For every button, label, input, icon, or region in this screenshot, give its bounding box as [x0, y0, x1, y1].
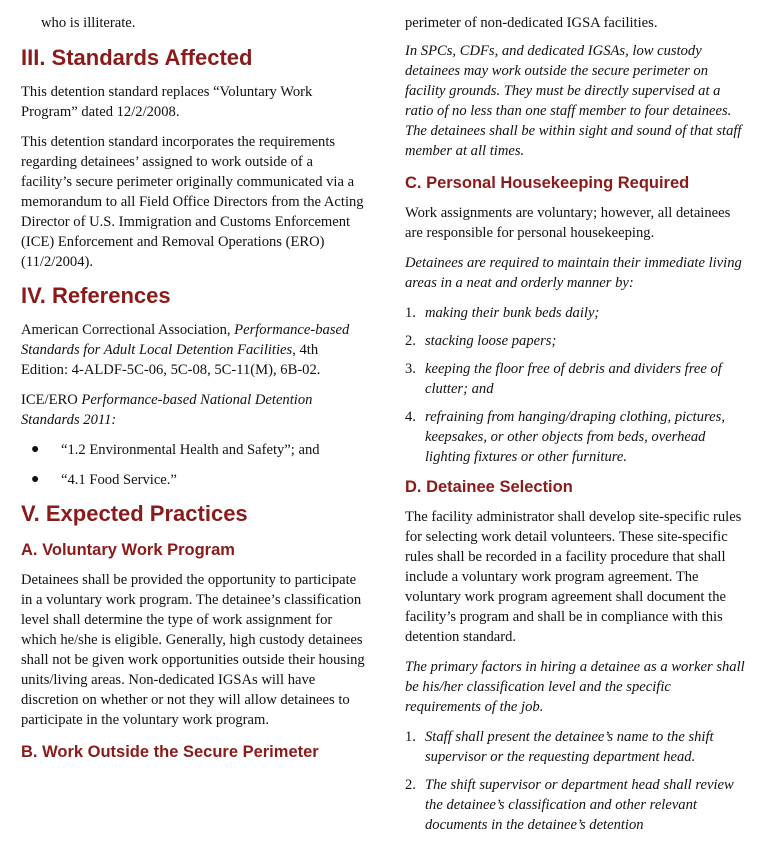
subsection-d-paragraph-2: The primary factors in hiring a detainee as a worker shall be his/her classification level and the specific requirements of the job.	[405, 659, 745, 715]
subsection-c-paragraph-2: Detainees are required to maintain their immediate living areas in a neat and orderly manner by:	[405, 255, 742, 291]
list-item-text: refraining from hanging/draping clothing, pictures, keepsakes, or other objects from beds, overhead lighting fixtures or other furniture.	[425, 409, 725, 465]
intro-tail-text: who is illiterate.	[41, 15, 136, 31]
right-column	[405, 0, 750, 843]
subsection-c-paragraph-1: Work assignments are voluntary; however, all detainees are responsible for personal housekeeping.	[405, 205, 731, 241]
list-number: 1.	[405, 305, 416, 321]
list-item-text: making their bunk beds daily;	[425, 305, 600, 321]
bullet-dot-icon: ●	[31, 472, 40, 487]
reference-aca-title: Performance-based Standards for Adult Local Detention Facilities	[21, 322, 350, 358]
subsection-a-heading: A. Voluntary Work Program	[21, 541, 235, 559]
reference-aca-pre: American Correctional Association,	[21, 322, 235, 338]
continued-paragraph: perimeter of non-dedicated IGSA facilities.	[405, 15, 658, 31]
list-number: 1.	[405, 729, 416, 745]
bullet-item	[21, 440, 366, 460]
list-item	[405, 407, 750, 467]
bullet-dot-icon: ●	[31, 442, 40, 457]
list-item-text: Staff shall present the detainee’s name to the shift supervisor or the requesting department head.	[425, 729, 714, 765]
subsection-a-paragraph: Detainees shall be provided the opportunity to participate in a voluntary work program. The detainee’s classification level shall determine the type of work assignment for which he/she is eligible. Generally, high custody detainees shall not be given work opportunities outside their housing units/living areas. Non-dedicated IGSAs will have discretion on whether or not they will allow detainees to participate in the voluntary work program.	[21, 572, 365, 728]
housekeeping-list	[405, 303, 750, 467]
reference-bullet-list	[21, 440, 366, 490]
subsection-d-paragraph-1: The facility administrator shall develop site-specific rules for selecting work detail volunteers. These site-specific rules shall be recorded in a facility procedure that shall include a voluntary work program agreement. The voluntary work program agreement shall document the facility’s program and shall be in compliance with this detention standard.	[405, 509, 742, 645]
reference-pbnds	[21, 390, 366, 430]
bullet-item-text: “4.1 Food Service.”	[61, 472, 177, 488]
list-item	[405, 359, 750, 399]
list-item	[405, 727, 750, 767]
subsection-b-heading: B. Work Outside the Secure Perimeter	[21, 743, 319, 761]
section-iii-heading: III. Standards Affected	[21, 45, 253, 70]
section-iii-paragraph-2: This detention standard incorporates the requirements regarding detainees’ assigned to work outside of a facility’s secure perimeter originally communicated via a memorandum to all Field Office Directors from the Acting Director of U.S. Immigration and Customs Enforcement (ICE) Enforcement and Removal Operations (ERO) (11/2/2004).	[21, 134, 364, 270]
subsection-d-heading: D. Detainee Selection	[405, 478, 573, 496]
list-number: 2.	[405, 333, 416, 349]
list-number: 4.	[405, 409, 416, 425]
bullet-item	[21, 470, 366, 490]
list-number: 3.	[405, 361, 416, 377]
selection-list	[405, 727, 750, 835]
subsection-c-heading: C. Personal Housekeeping Required	[405, 174, 690, 192]
list-item-text: The shift supervisor or department head shall review the detainee’s classification and other relevant documents in the detainee’s detention	[425, 777, 734, 833]
section-iv-heading: IV. References	[21, 283, 171, 308]
left-column	[21, 0, 366, 772]
reference-pbnds-pre: ICE/ERO	[21, 392, 82, 408]
list-number: 2.	[405, 777, 416, 793]
section-v-heading: V. Expected Practices	[21, 501, 248, 526]
reference-pbnds-title: Performance-based National Detention Standards 2011:	[21, 392, 313, 428]
list-item	[405, 775, 750, 835]
bullet-item-text: “1.2 Environmental Health and Safety”; and	[61, 442, 320, 458]
list-item	[405, 331, 750, 351]
list-item-text: stacking loose papers;	[425, 333, 557, 349]
list-item-text: keeping the floor free of debris and dividers free of clutter; and	[425, 361, 722, 397]
reference-aca-post: , 4th Edition: 4-ALDF-5C-06, 5C-08, 5C-11(M), 6B-02.	[21, 342, 321, 378]
section-iii-paragraph-1: This detention standard replaces “Voluntary Work Program” dated 12/2/2008.	[21, 84, 313, 120]
list-item	[405, 303, 750, 323]
reference-aca	[21, 320, 366, 380]
low-custody-paragraph: In SPCs, CDFs, and dedicated IGSAs, low custody detainees may work outside the secure perimeter on facility grounds. They must be directly supervised at a ratio of no less than one staff member to four detainees. The detainees shall be within sight and sound of that staff member at all times.	[405, 43, 742, 159]
